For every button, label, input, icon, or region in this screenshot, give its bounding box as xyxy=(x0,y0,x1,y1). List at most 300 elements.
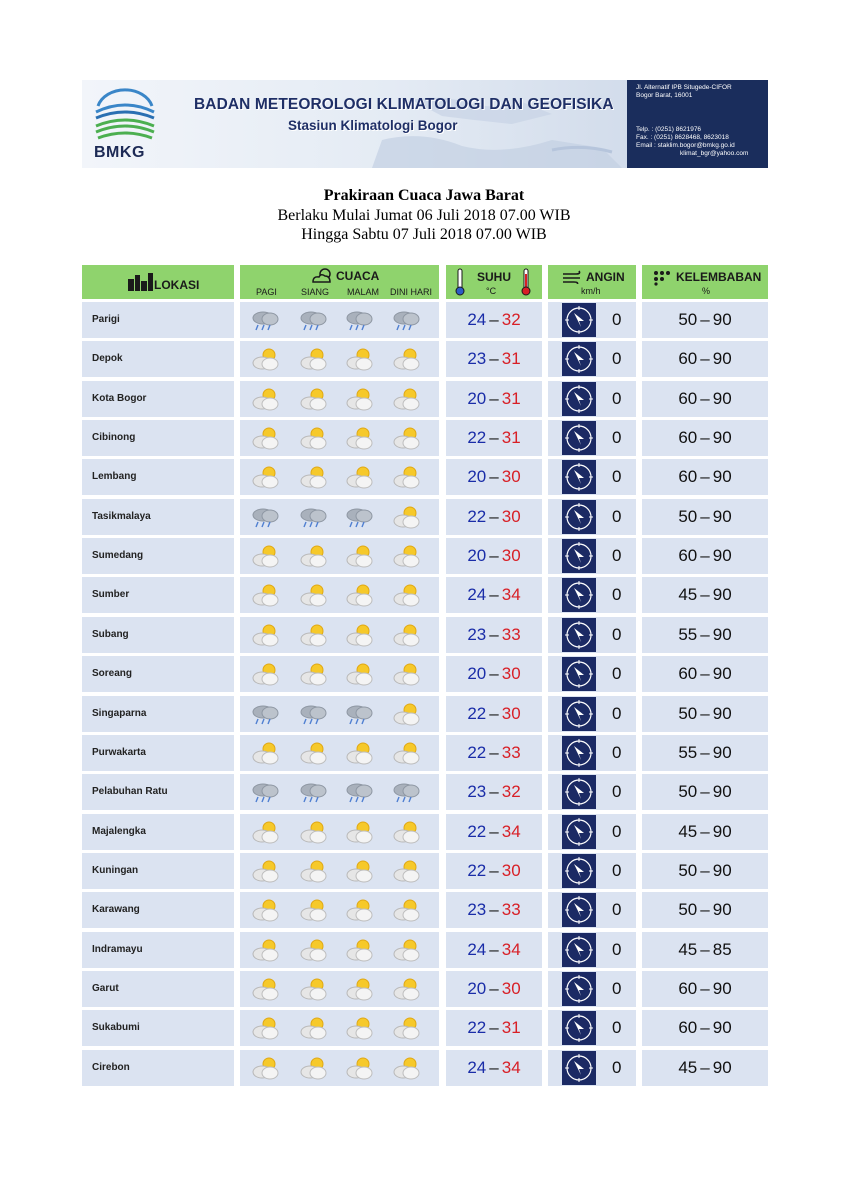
header-angin-unit: km/h xyxy=(581,286,601,296)
rain-cloud-icon xyxy=(344,702,374,726)
temp-min: 22 xyxy=(467,428,487,447)
wind-speed: 0 xyxy=(612,900,622,919)
temp-min: 23 xyxy=(467,900,487,919)
cell-angin xyxy=(548,1050,636,1086)
partly-cloudy-icon xyxy=(391,544,421,568)
table-row xyxy=(0,735,848,771)
cell-suhu xyxy=(446,341,542,377)
partly-cloudy-icon xyxy=(298,583,328,607)
range-dash: – xyxy=(700,625,710,644)
location-name: Kota Bogor xyxy=(92,393,147,404)
table-row xyxy=(0,1050,848,1086)
cell-angin xyxy=(548,302,636,338)
wind-icon xyxy=(562,270,584,284)
humidity-min: 60 xyxy=(678,664,698,683)
cell-cuaca xyxy=(240,617,439,653)
wind-speed: 0 xyxy=(612,822,622,841)
cell-cuaca xyxy=(240,656,439,692)
partly-cloudy-icon xyxy=(250,977,280,1001)
cell-cuaca xyxy=(240,971,439,1007)
partly-cloudy-icon xyxy=(250,1056,280,1080)
range-dash: – xyxy=(700,428,710,447)
cell-angin xyxy=(548,499,636,535)
table-row xyxy=(0,617,848,653)
table-row xyxy=(0,459,848,495)
humidity-max: 90 xyxy=(712,507,732,526)
humidity-min: 60 xyxy=(678,428,698,447)
partly-cloudy-icon xyxy=(391,347,421,371)
compass-icon xyxy=(562,854,596,888)
partly-cloudy-icon xyxy=(298,387,328,411)
humidity-min: 55 xyxy=(678,625,698,644)
cell-cuaca xyxy=(240,814,439,850)
partly-cloudy-icon xyxy=(298,465,328,489)
range-dash: – xyxy=(700,1018,710,1037)
wind-speed: 0 xyxy=(612,1018,622,1037)
valid-from: Berlaku Mulai Jumat 06 Juli 2018 07.00 WIB xyxy=(277,207,571,224)
temp-min: 22 xyxy=(467,861,487,880)
humidity-min: 45 xyxy=(678,1058,698,1077)
rain-cloud-icon xyxy=(250,505,280,529)
temp-min: 24 xyxy=(467,310,487,329)
partly-cloudy-icon xyxy=(298,898,328,922)
rain-cloud-icon xyxy=(344,505,374,529)
cell-cuaca xyxy=(240,381,439,417)
humidity-min: 45 xyxy=(678,940,698,959)
temp-max: 31 xyxy=(501,389,521,408)
cell-lokasi xyxy=(82,774,234,810)
range-dash: – xyxy=(700,585,710,604)
range-dash: – xyxy=(489,782,499,801)
cell-cuaca xyxy=(240,420,439,456)
wind-speed: 0 xyxy=(612,940,622,959)
temp-max: 34 xyxy=(501,1058,521,1077)
cell-suhu xyxy=(446,971,542,1007)
range-dash: – xyxy=(700,349,710,368)
location-name: Kuningan xyxy=(92,865,139,876)
partly-cloudy-icon xyxy=(344,820,374,844)
compass-icon xyxy=(562,1051,596,1085)
range-dash: – xyxy=(700,507,710,526)
range-dash: – xyxy=(489,310,499,329)
range-dash: – xyxy=(489,585,499,604)
cell-lokasi xyxy=(82,853,234,889)
rain-cloud-icon xyxy=(391,308,421,332)
partly-cloudy-icon xyxy=(344,583,374,607)
compass-icon xyxy=(562,578,596,612)
partly-cloudy-icon xyxy=(391,702,421,726)
period-dini-hari: DINI HARI xyxy=(390,287,433,297)
partly-cloudy-icon xyxy=(391,898,421,922)
cell-angin xyxy=(548,656,636,692)
humidity-drops-icon xyxy=(653,270,671,286)
location-name: Majalengka xyxy=(92,826,146,837)
humidity-min: 45 xyxy=(678,822,698,841)
compass-icon xyxy=(562,736,596,770)
location-name: Soreang xyxy=(92,668,133,679)
cell-kelembaban xyxy=(642,853,768,889)
rain-cloud-icon xyxy=(298,780,328,804)
table-row xyxy=(0,892,848,928)
compass-icon xyxy=(562,972,596,1006)
header-cuaca xyxy=(240,265,439,299)
header-suhu xyxy=(446,265,542,299)
station-name: Stasiun Klimatologi Bogor xyxy=(288,118,458,133)
temp-max: 30 xyxy=(501,467,521,486)
partly-cloudy-icon xyxy=(298,623,328,647)
temp-max: 32 xyxy=(501,782,521,801)
cell-angin xyxy=(548,459,636,495)
cell-lokasi xyxy=(82,892,234,928)
range-dash: – xyxy=(700,467,710,486)
partly-cloudy-icon xyxy=(391,820,421,844)
cell-lokasi xyxy=(82,617,234,653)
partly-cloudy-icon xyxy=(344,544,374,568)
rain-cloud-icon xyxy=(298,505,328,529)
organization-title: BADAN METEOROLOGI KLIMATOLOGI DAN GEOFISIKA xyxy=(194,96,614,113)
cell-kelembaban xyxy=(642,302,768,338)
cell-cuaca xyxy=(240,538,439,574)
partly-cloudy-icon xyxy=(250,938,280,962)
cell-lokasi xyxy=(82,381,234,417)
cell-kelembaban xyxy=(642,538,768,574)
wind-speed: 0 xyxy=(612,979,622,998)
range-dash: – xyxy=(700,1058,710,1077)
humidity-min: 45 xyxy=(678,585,698,604)
temp-max: 32 xyxy=(501,310,521,329)
partly-cloudy-icon xyxy=(344,426,374,450)
cell-cuaca xyxy=(240,1010,439,1046)
cell-suhu xyxy=(446,420,542,456)
range-dash: – xyxy=(489,900,499,919)
table-row xyxy=(0,696,848,732)
range-dash: – xyxy=(489,467,499,486)
partly-cloudy-icon xyxy=(344,898,374,922)
cell-suhu xyxy=(446,853,542,889)
cell-kelembaban xyxy=(642,1050,768,1086)
location-name: Indramayu xyxy=(92,944,143,955)
location-name: Singaparna xyxy=(92,708,147,719)
cell-suhu xyxy=(446,1010,542,1046)
cell-suhu xyxy=(446,774,542,810)
rain-cloud-icon xyxy=(250,308,280,332)
cell-angin xyxy=(548,971,636,1007)
table-row xyxy=(0,420,848,456)
range-dash: – xyxy=(489,940,499,959)
wind-speed: 0 xyxy=(612,467,622,486)
rain-cloud-icon xyxy=(344,780,374,804)
location-name: Karawang xyxy=(92,904,140,915)
location-name: Cibinong xyxy=(92,432,136,443)
cell-lokasi xyxy=(82,814,234,850)
wind-speed: 0 xyxy=(612,546,622,565)
header-kelembaban-unit: % xyxy=(702,286,711,296)
rain-cloud-icon xyxy=(391,780,421,804)
partly-cloudy-icon xyxy=(344,347,374,371)
temp-min: 22 xyxy=(467,1018,487,1037)
range-dash: – xyxy=(489,704,499,723)
cell-angin xyxy=(548,341,636,377)
partly-cloudy-icon xyxy=(344,465,374,489)
cell-lokasi xyxy=(82,735,234,771)
range-dash: – xyxy=(700,310,710,329)
partly-cloudy-icon xyxy=(298,859,328,883)
partly-cloudy-icon xyxy=(298,544,328,568)
partly-cloudy-icon xyxy=(250,741,280,765)
range-dash: – xyxy=(489,428,499,447)
cell-kelembaban xyxy=(642,814,768,850)
range-dash: – xyxy=(700,822,710,841)
cell-kelembaban xyxy=(642,932,768,968)
temp-min: 23 xyxy=(467,782,487,801)
temp-max: 31 xyxy=(501,1018,521,1037)
humidity-min: 55 xyxy=(678,743,698,762)
partly-cloudy-icon xyxy=(250,426,280,450)
logo-text: BMKG xyxy=(94,144,145,161)
temp-max: 33 xyxy=(501,900,521,919)
cell-kelembaban xyxy=(642,1010,768,1046)
partly-cloudy-icon xyxy=(344,859,374,883)
partly-cloudy-icon xyxy=(344,1056,374,1080)
period-siang: SIANG xyxy=(301,287,330,297)
cell-cuaca xyxy=(240,892,439,928)
partly-cloudy-icon xyxy=(298,1056,328,1080)
temp-min: 20 xyxy=(467,546,487,565)
cell-kelembaban xyxy=(642,381,768,417)
partly-cloudy-icon xyxy=(298,938,328,962)
range-dash: – xyxy=(489,507,499,526)
humidity-max: 90 xyxy=(712,389,732,408)
partly-cloudy-icon xyxy=(250,387,280,411)
range-dash: – xyxy=(700,546,710,565)
humidity-min: 50 xyxy=(678,861,698,880)
cell-angin xyxy=(548,617,636,653)
temp-max: 30 xyxy=(501,507,521,526)
cell-cuaca xyxy=(240,499,439,535)
compass-icon xyxy=(562,933,596,967)
humidity-min: 60 xyxy=(678,1018,698,1037)
period-pagi: PAGI xyxy=(256,287,277,297)
partly-cloudy-icon xyxy=(391,977,421,1001)
cell-lokasi xyxy=(82,971,234,1007)
cell-lokasi xyxy=(82,302,234,338)
humidity-min: 50 xyxy=(678,507,698,526)
range-dash: – xyxy=(489,861,499,880)
address-line-1: Jl. Alternatif IPB Situgede-CIFOR xyxy=(636,84,732,91)
cell-suhu xyxy=(446,381,542,417)
cell-suhu xyxy=(446,499,542,535)
cell-lokasi xyxy=(82,420,234,456)
partly-cloudy-icon xyxy=(344,1016,374,1040)
header-suhu-unit: °C xyxy=(486,286,497,296)
compass-icon xyxy=(562,775,596,809)
humidity-max: 90 xyxy=(712,625,732,644)
humidity-min: 50 xyxy=(678,782,698,801)
cell-suhu xyxy=(446,538,542,574)
compass-icon xyxy=(562,1011,596,1045)
humidity-min: 50 xyxy=(678,900,698,919)
table-row xyxy=(0,577,848,613)
temp-min: 22 xyxy=(467,822,487,841)
cell-kelembaban xyxy=(642,617,768,653)
temp-max: 30 xyxy=(501,664,521,683)
range-dash: – xyxy=(700,389,710,408)
cell-cuaca xyxy=(240,696,439,732)
temp-max: 34 xyxy=(501,822,521,841)
humidity-max: 90 xyxy=(712,782,732,801)
period-malam: MALAM xyxy=(347,287,380,297)
humidity-max: 90 xyxy=(712,861,732,880)
range-dash: – xyxy=(489,1018,499,1037)
temp-min: 23 xyxy=(467,625,487,644)
partly-cloudy-icon xyxy=(391,583,421,607)
wind-speed: 0 xyxy=(612,743,622,762)
humidity-max: 90 xyxy=(712,467,732,486)
valid-until: Hingga Sabtu 07 Juli 2018 07.00 WIB xyxy=(301,226,547,243)
partly-cloudy-icon xyxy=(391,662,421,686)
cell-angin xyxy=(548,932,636,968)
cell-cuaca xyxy=(240,459,439,495)
range-dash: – xyxy=(489,546,499,565)
temp-min: 20 xyxy=(467,979,487,998)
partly-cloudy-icon xyxy=(250,465,280,489)
compass-icon xyxy=(562,500,596,534)
humidity-min: 60 xyxy=(678,467,698,486)
table-row xyxy=(0,302,848,338)
temp-min: 24 xyxy=(467,585,487,604)
cell-angin xyxy=(548,420,636,456)
partly-cloudy-icon xyxy=(391,938,421,962)
cell-lokasi xyxy=(82,577,234,613)
partly-cloudy-icon xyxy=(298,1016,328,1040)
email-secondary: klimat_bgr@yahoo.com xyxy=(680,150,749,157)
cell-suhu xyxy=(446,932,542,968)
humidity-max: 90 xyxy=(712,979,732,998)
cell-kelembaban xyxy=(642,774,768,810)
header-kelembaban-label: KELEMBABAN xyxy=(676,270,762,284)
partly-cloudy-icon xyxy=(344,387,374,411)
partly-cloudy-icon xyxy=(344,623,374,647)
header-lokasi-label: LOKASI xyxy=(154,278,200,292)
humidity-max: 90 xyxy=(712,349,732,368)
table-row xyxy=(0,814,848,850)
humidity-max: 90 xyxy=(712,585,732,604)
partly-cloudy-icon xyxy=(344,938,374,962)
partly-cloudy-icon xyxy=(344,977,374,1001)
humidity-min: 60 xyxy=(678,546,698,565)
thermometer-hot-icon xyxy=(520,268,532,296)
compass-icon xyxy=(562,697,596,731)
cell-cuaca xyxy=(240,577,439,613)
header-kelembaban xyxy=(642,265,768,299)
cell-cuaca xyxy=(240,774,439,810)
partly-cloudy-icon xyxy=(250,544,280,568)
humidity-min: 50 xyxy=(678,310,698,329)
location-name: Lembang xyxy=(92,471,137,482)
partly-cloudy-icon xyxy=(391,623,421,647)
rain-cloud-icon xyxy=(298,702,328,726)
humidity-max: 90 xyxy=(712,900,732,919)
header-angin-label: ANGIN xyxy=(586,270,625,284)
partly-cloudy-icon xyxy=(298,347,328,371)
cell-suhu xyxy=(446,814,542,850)
compass-icon xyxy=(562,460,596,494)
range-dash: – xyxy=(489,979,499,998)
humidity-min: 60 xyxy=(678,979,698,998)
cell-angin xyxy=(548,774,636,810)
forecast-title: Prakiraan Cuaca Jawa Barat xyxy=(323,187,525,204)
compass-icon xyxy=(562,539,596,573)
range-dash: – xyxy=(700,782,710,801)
cell-cuaca xyxy=(240,932,439,968)
table-row xyxy=(0,774,848,810)
cell-lokasi xyxy=(82,341,234,377)
sun-cloud-icon xyxy=(310,267,334,285)
wind-speed: 0 xyxy=(612,310,622,329)
compass-icon xyxy=(562,342,596,376)
partly-cloudy-icon xyxy=(298,662,328,686)
table-row xyxy=(0,853,848,889)
partly-cloudy-icon xyxy=(391,505,421,529)
cell-angin xyxy=(548,577,636,613)
temp-max: 33 xyxy=(501,743,521,762)
location-name: Parigi xyxy=(92,314,120,325)
rain-cloud-icon xyxy=(344,308,374,332)
fax: Fax. : (0251) 8628468, 8623018 xyxy=(636,134,729,141)
table-row xyxy=(0,499,848,535)
location-name: Sumber xyxy=(92,589,130,600)
phone: Telp. : (0251) 8621976 xyxy=(636,126,702,133)
table-row xyxy=(0,971,848,1007)
humidity-max: 90 xyxy=(712,664,732,683)
header-suhu-label: SUHU xyxy=(477,270,512,284)
temp-max: 31 xyxy=(501,349,521,368)
cell-suhu xyxy=(446,656,542,692)
humidity-min: 60 xyxy=(678,389,698,408)
temp-min: 22 xyxy=(467,507,487,526)
wind-speed: 0 xyxy=(612,349,622,368)
header-angin xyxy=(548,265,636,299)
temp-min: 24 xyxy=(467,940,487,959)
partly-cloudy-icon xyxy=(391,465,421,489)
partly-cloudy-icon xyxy=(250,898,280,922)
partly-cloudy-icon xyxy=(344,662,374,686)
temp-max: 30 xyxy=(501,861,521,880)
cell-angin xyxy=(548,381,636,417)
wind-speed: 0 xyxy=(612,1058,622,1077)
forecast-title-block xyxy=(0,186,848,244)
temp-max: 30 xyxy=(501,704,521,723)
temp-max: 34 xyxy=(501,585,521,604)
cell-lokasi xyxy=(82,538,234,574)
cell-cuaca xyxy=(240,735,439,771)
cell-angin xyxy=(548,696,636,732)
temp-min: 22 xyxy=(467,743,487,762)
location-name: Pelabuhan Ratu xyxy=(92,786,168,797)
range-dash: – xyxy=(489,664,499,683)
cell-cuaca xyxy=(240,1050,439,1086)
range-dash: – xyxy=(700,900,710,919)
city-icon xyxy=(128,271,154,291)
compass-icon xyxy=(562,815,596,849)
partly-cloudy-icon xyxy=(250,583,280,607)
partly-cloudy-icon xyxy=(344,741,374,765)
table-row xyxy=(0,381,848,417)
compass-icon xyxy=(562,893,596,927)
cell-kelembaban xyxy=(642,577,768,613)
location-name: Tasikmalaya xyxy=(92,511,151,522)
cell-kelembaban xyxy=(642,735,768,771)
